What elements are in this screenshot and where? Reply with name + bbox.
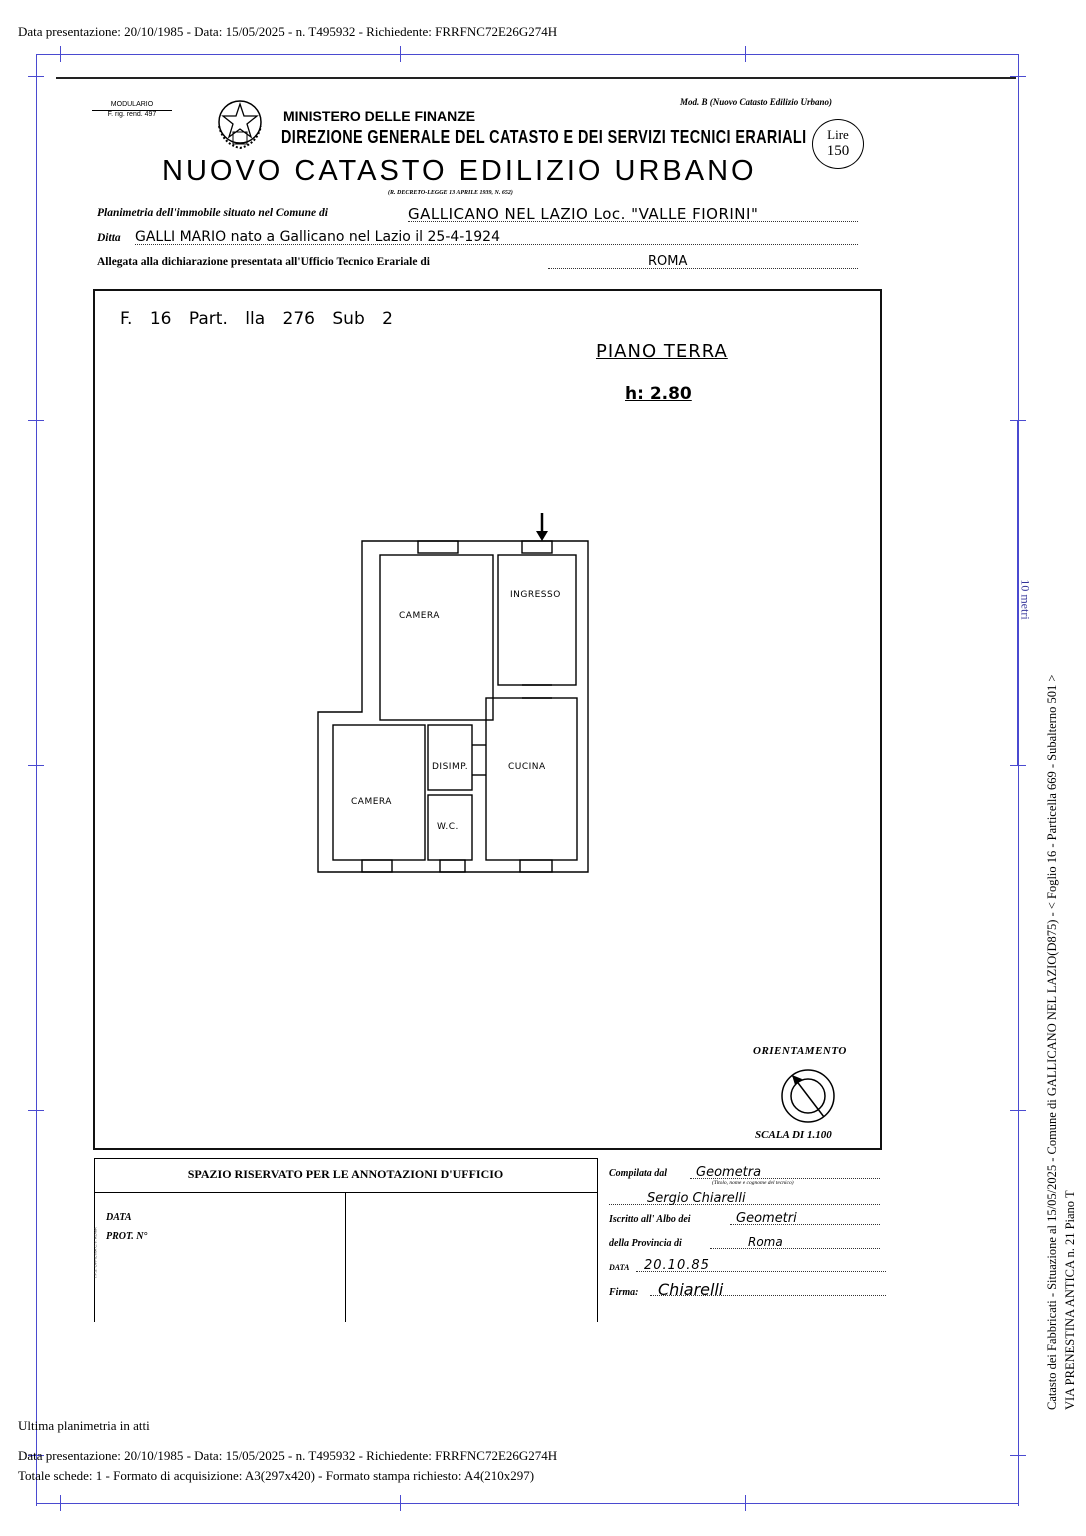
iscritto-field: [730, 1209, 880, 1225]
label-camera-1: CAMERA: [399, 611, 440, 621]
window: [520, 860, 552, 872]
titolo-hint: (Titolo, nome e cognome del tecnico): [712, 1180, 794, 1186]
data2-field: [636, 1256, 886, 1272]
ministry-title: MINISTERO DELLE FINANZE: [283, 108, 476, 124]
stamp-side-text: I.P.S. OFFICINA C.V. ROMA: [92, 1227, 98, 1278]
floor-label: PIANO TERRA: [596, 341, 728, 362]
window: [440, 860, 465, 872]
provincia-field: [710, 1233, 880, 1249]
side-line-1: Catasto dei Fabbricati - Situazione al 15/05/2025 - Comune di GALLICANO NEL LAZIO(D875) - < Foglio 16 - Particella 669 - Subalterno 501 >: [1045, 674, 1059, 1410]
top-rule: [56, 77, 1016, 79]
decree-note: (R. DECRETO-LEGGE 13 APRILE 1939, N. 652): [388, 190, 513, 196]
lire-value: 150: [826, 143, 850, 159]
compilata-field: [690, 1163, 880, 1179]
label-ingresso: INGRESSO: [510, 590, 561, 600]
ditta-field: [135, 228, 858, 245]
modulario-label: MODULARIO: [110, 101, 154, 108]
plan-reference: F. 16 Part. lla 276 Sub 2: [120, 309, 393, 329]
firma-label: Firma:: [609, 1287, 639, 1298]
room-ingresso: [498, 555, 576, 685]
republic-emblem-icon: [213, 96, 267, 152]
planimetria-label: Planimetria dell'immobile situato nel Comune di: [97, 207, 328, 219]
room-camera-1: [380, 555, 493, 720]
firma-field: [650, 1280, 886, 1299]
mod-b-label: Mod. B (Nuovo Catasto Edilizio Urbano): [680, 97, 833, 107]
lire-stamp: [812, 119, 864, 169]
side-scale-note: 10 metri: [1018, 579, 1033, 620]
ditta-label: Ditta: [97, 232, 121, 244]
annot-right-rule: [597, 1158, 598, 1322]
label-camera-2: CAMERA: [351, 797, 392, 807]
ditta-value: GALLI MARIO nato a Gallicano nel Lazio il 25-4-1924: [135, 229, 500, 245]
form-title: NUOVO CATASTO EDILIZIO URBANO: [162, 155, 757, 187]
window: [362, 860, 392, 872]
room-cucina: [486, 698, 577, 860]
provincia-label: della Provincia di: [609, 1238, 682, 1249]
label-wc: W.C.: [437, 822, 459, 832]
scale-label: SCALA DI 1.100: [755, 1129, 832, 1141]
firma-signature: Chiarelli: [658, 1280, 724, 1299]
room-camera-2: [333, 725, 425, 860]
iscritto-value: Geometri: [736, 1211, 797, 1226]
provincia-value: Roma: [748, 1235, 783, 1249]
compilata-label: Compilata dal: [609, 1168, 668, 1179]
annot-top-rule: [94, 1158, 597, 1159]
label-disimp: DISIMP.: [432, 762, 469, 772]
tecnico-field: [609, 1189, 880, 1205]
compilata-value: Geometra: [696, 1165, 762, 1180]
ufficio-field: [548, 252, 858, 269]
tecnico-name: Sergio Chiarelli: [647, 1191, 746, 1206]
height-label: h: 2.80: [625, 384, 692, 404]
label-cucina: CUCINA: [508, 762, 546, 772]
data-label: DATA: [106, 1212, 132, 1223]
window: [418, 541, 458, 553]
room-disimpegno: [428, 725, 472, 790]
side-line-2: VIA PRENESTINA ANTICA n. 21 Piano T: [1063, 1190, 1077, 1410]
data2-value: 20.10.85: [644, 1258, 710, 1273]
header-line: Data presentazione: 20/10/1985 - Data: 15/05/2025 - n. T495932 - Richiedente: FRRFNC72E26G274H: [18, 24, 558, 39]
footer-line-2: Totale schede: 1 - Formato di acquisizione: A3(297x420) - Formato stampa richiesto: A4(210x297): [18, 1468, 535, 1483]
comune-field: [408, 205, 858, 222]
ultima-label: Ultima planimetria in atti: [18, 1418, 150, 1433]
iscritto-label: Iscritto all' Albo dei: [609, 1214, 691, 1225]
compass-icon: [778, 1067, 838, 1125]
allegata-label: Allegata alla dichiarazione presentata all'Ufficio Tecnico Erariale di: [97, 256, 430, 268]
side-text: [1043, 675, 1079, 1410]
prot-label: PROT. N°: [106, 1231, 148, 1242]
orientamento-label: ORIENTAMENTO: [753, 1045, 847, 1057]
window: [522, 541, 552, 553]
ufficio-value: ROMA: [648, 254, 688, 269]
annot-divider: [345, 1192, 346, 1322]
direzione-title: DIREZIONE GENERALE DEL CATASTO E DEI SERVIZI TECNICI ERARIALI: [281, 127, 807, 147]
footer-line-1: Data presentazione: 20/10/1985 - Data: 15/05/2025 - n. T495932 - Richiedente: FRRFNC72E26G274H: [18, 1448, 558, 1463]
data2-label: DATA: [609, 1263, 630, 1272]
comune-value: GALLICANO NEL LAZIO Loc. "VALLE FIORINI": [408, 205, 759, 223]
modulario-code: F. rig. rend. 497: [92, 110, 172, 118]
lire-label: Lire: [827, 127, 849, 142]
spazio-label: SPAZIO RISERVATO PER LE ANNOTAZIONI D'UFFICIO: [187, 1167, 504, 1181]
